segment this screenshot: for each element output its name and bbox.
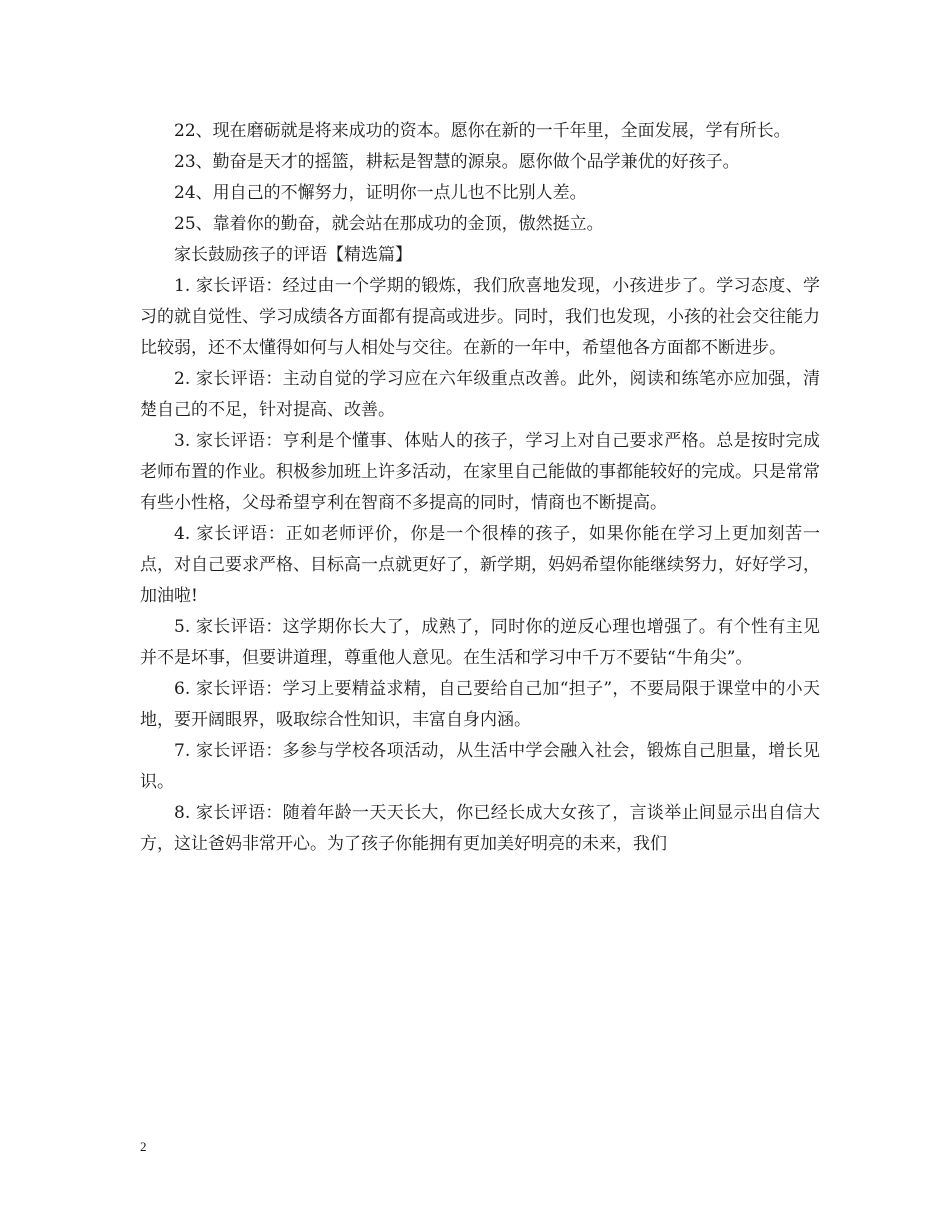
comment-7: 7. 家长评语：多参与学校各项活动，从生活中学会融入社会，锻炼自己胆量，增长见识。	[140, 741, 820, 792]
document-body	[140, 116, 820, 860]
comment-5: 5. 家长评语：这学期你长大了，成熟了，同时你的逆反心理也增强了。有个性有主见并不是坏事，但要讲道理，尊重他人意见。在生活和学习中千万不要钻“牛角尖”。	[140, 617, 820, 668]
comment-6: 6. 家长评语：学习上要精益求精，自己要给自己加“担子”，不要局限于课堂中的小天地，要开阔眼界，吸取综合性知识，丰富自身内涵。	[140, 679, 820, 730]
page-number: 2	[140, 1139, 147, 1154]
comment-2: 2. 家长评语：主动自觉的学习应在六年级重点改善。此外，阅读和练笔亦应加强，清楚自己的不足，针对提高、改善。	[140, 369, 820, 420]
comment-3: 3. 家长评语：亨利是个懂事、体贴人的孩子，学习上对自己要求严格。总是按时完成老师布置的作业。积极参加班上许多活动，在家里自己能做的事都能较好的完成。只是常常有些小性格，父母希望亨利在智商不多提高的同时，情商也不断提高。	[140, 431, 820, 513]
section-heading: 家长鼓励孩子的评语【精选篇】	[174, 245, 412, 265]
paragraph-25: 25、靠着你的勤奋，就会站在那成功的金顶，傲然挺立。	[174, 214, 604, 234]
paragraph-22: 22、现在磨砺就是将来成功的资本。愿你在新的一千年里，全面发展，学有所长。	[174, 121, 791, 141]
comment-1: 1. 家长评语：经过由一个学期的锻炼，我们欣喜地发现，小孩进步了。学习态度、学习的就自觉性、学习成绩各方面都有提高或进步。同时，我们也发现，小孩的社会交往能力比较弱，还不太懂得如何与人相处与交往。在新的一年中，希望他各方面都不断进步。	[140, 276, 820, 358]
comment-8: 8. 家长评语：随着年龄一天天长大，你已经长成大女孩了，言谈举止间显示出自信大方，这让爸妈非常开心。为了孩子你能拥有更加美好明亮的未来，我们	[140, 803, 820, 854]
comment-4: 4. 家长评语：正如老师评价，你是一个很棒的孩子，如果你能在学习上更加刻苦一点，对自己要求严格、目标高一点就更好了，新学期，妈妈希望你能继续努力，好好学习，加油啦!	[140, 524, 820, 606]
paragraph-24: 24、用自己的不懈努力，证明你一点儿也不比别人差。	[174, 183, 587, 203]
paragraph-23: 23、勤奋是天才的摇篮，耕耘是智慧的源泉。愿你做个品学兼优的好孩子。	[174, 152, 740, 172]
